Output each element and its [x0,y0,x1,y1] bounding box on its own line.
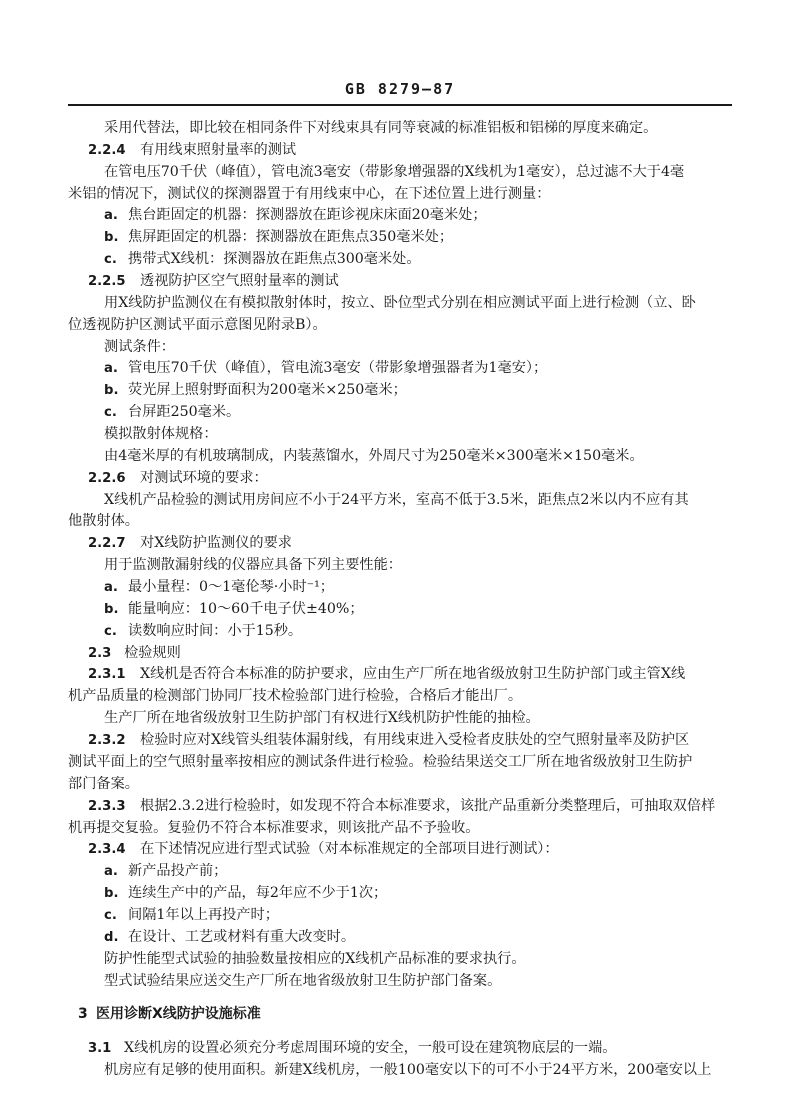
line-text: 部门备案。 [68,775,139,792]
line-text: 管电压70千伏（峰值），管电流3毫安（带影象增强器者为1毫安）； [128,360,548,377]
text-line [0,664,800,686]
clause-number: 2.2.7 [88,536,126,552]
list-label: c. [104,907,117,923]
text-line [0,118,800,140]
line-text: 对测试环境的要求： [140,469,268,486]
list-label: a. [104,361,118,377]
line-text: 生产厂所在地省级放射卫生防护部门有权进行X线机防护性能的抽检。 [104,710,540,727]
text-line [0,818,800,840]
text-line [0,468,800,490]
text-line [0,490,800,512]
line-text: 测试条件： [104,338,175,355]
text-line [0,249,800,271]
standard-code-header: GB 8279—87 [344,80,456,98]
text-line [0,271,800,293]
line-text: 对X线防护监测仪的要求 [140,535,292,552]
header-rule [68,104,732,106]
clause-number: 2.3.1 [88,667,126,683]
line-text: 焦屏距固定的机器：探测器放在距焦点350毫米处； [128,229,454,246]
line-text: 焦台距固定的机器：探测器放在距诊视床床面20毫米处； [128,207,487,224]
line-text: 用于监测散漏射线的仪器应具备下列主要性能： [104,557,402,574]
list-label: c. [104,405,117,421]
text-line [0,446,800,468]
line-text: 防护性能型式试验的抽验数量按相应的X线机产品标准的要求执行。 [104,950,526,967]
list-label: c. [104,623,117,639]
text-line [0,730,800,752]
line-text: 测试平面上的空气照射量率按相应的测试条件进行检验。检验结果送交工厂所在地省级放射卫生防护 [68,753,693,770]
line-text: 荧光屏上照射野面积为200毫米×250毫米； [128,382,407,399]
clause-number: 3.1 [88,1041,112,1057]
line-text: X线机产品检验的测试用房间应不小于24平方米，室高不低于3.5米，距焦点2米以内不应有其 [104,491,689,508]
line-text: 最小量程：0～1毫伦琴·小时⁻¹； [128,579,334,596]
line-text: 读数响应时间：小于15秒。 [128,622,303,639]
line-text: 位透视防护区测试平面示意图见附录B）。 [68,316,327,333]
text-line [0,949,800,971]
text-line [0,380,800,402]
line-text: 根据2.3.2进行检验时，如发现不符合本标准要求，该批产品重新分类整理后，可抽取双倍样 [140,797,716,814]
text-line [0,577,800,599]
clause-number: 2.3 [88,645,112,661]
list-label: b. [104,886,119,902]
line-text: 间隔1年以上再投产时； [128,906,279,923]
text-line [0,424,800,446]
line-text: 型式试验结果应送交生产厂所在地省级放射卫生防护部门备案。 [104,972,502,989]
list-label: b. [104,383,119,399]
line-text: 采用代替法，即比较在相同条件下对线束具有同等衰减的标准铝板和铝梯的厚度来确定。 [104,120,658,136]
text-line [0,621,800,643]
text-line [0,293,800,315]
text-line [0,927,800,949]
clause-number: 2.2.4 [88,142,126,158]
text-line [0,402,800,424]
text-line [0,905,800,927]
line-text: 用X线防护监测仪在有模拟散射体时，按立、卧位型式分别在相应测试平面上进行检测（立、卧 [104,294,696,311]
list-label: b. [104,230,119,246]
text-line [0,796,800,818]
line-text: 携带式X线机：探测器放在距焦点300毫米处。 [128,251,421,268]
text-line [0,337,800,359]
text-line [0,861,800,883]
clause-number: 2.3.3 [88,798,126,814]
line-text: 检验规则 [124,644,181,661]
text-line [0,184,800,206]
list-label: c. [104,252,117,268]
line-text: X线机房的设置必须充分考虑周围环境的安全，一般可设在建筑物底层的一端。 [124,1040,617,1057]
text-line [0,227,800,249]
line-text: 由4毫米厚的有机玻璃制成，内装蒸馏水，外周尺寸为250毫米×300毫米×150毫米。 [104,447,644,464]
text-line [0,315,800,337]
text-line [0,708,800,730]
line-text: 有用线束照射量率的测试 [140,141,297,158]
list-label: b. [104,601,119,617]
text-line [0,774,800,796]
line-text: 能量响应：10～60千电子伏±40%； [128,600,364,617]
text-line [0,1004,800,1026]
line-text: X线机是否符合本标准的防护要求，应由生产厂所在地省级放射卫生防护部门或主管X线 [140,666,686,683]
text-line [0,1060,800,1082]
clause-number: 2.2.5 [88,274,126,290]
list-label: a. [104,580,118,596]
spacer [0,992,800,1004]
clause-number: 2.2.6 [88,470,126,486]
line-text: 透视防护区空气照射量率的测试 [140,273,339,290]
text-line [0,883,800,905]
line-text: 机再提交复验。复验仍不符合本标准要求，则该批产品不予验收。 [68,819,480,836]
list-label: d. [104,929,119,945]
line-text: 新产品投产前； [128,863,228,880]
line-text: 在设计、工艺或材料有重大改变时。 [128,928,356,945]
line-text: 模拟散射体规格： [104,426,218,443]
text-line [0,358,800,380]
line-text: 台屏距250毫米。 [128,404,241,421]
section-title: 医用诊断X线防护设施标准 [96,1006,261,1023]
text-line [0,1038,800,1060]
text-line [0,971,800,993]
line-text: 检验时应对X线管头组装体漏射线，有用线束进入受检者皮肤处的空气照射量率及防护区 [140,732,690,749]
line-text: 连续生产中的产品，每2年应不少于1次； [128,885,388,902]
clause-number: 2.3.2 [88,733,126,749]
list-label: a. [104,864,118,880]
line-text: 米铝的情况下，测试仪的探测器置于有用线束中心，在下述位置上进行测量： [68,185,551,202]
line-text: 在管电压70千伏（峰值），管电流3毫安（带影象增强器的X线机为1毫安），总过滤不大于4毫 [104,163,685,180]
section-number: 3 [78,1006,88,1023]
line-text: 他散射体。 [68,513,139,530]
line-text: 机房应有足够的使用面积。新建X线机房，一般100毫安以下的可不小于24平方米，200毫安以上 [104,1062,712,1079]
text-line [0,599,800,621]
line-text: 机产品质量的检测部门协同厂技术检验部门进行检验，合格后才能出厂。 [68,688,523,705]
text-line [0,162,800,184]
text-line [0,140,800,162]
document-body [0,118,800,1082]
text-line [0,511,800,533]
text-line [0,752,800,774]
text-line [0,643,800,665]
text-line [0,686,800,708]
text-line [0,839,800,861]
line-text: 在下述情况应进行型式试验（对本标准规定的全部项目进行测试）： [140,841,559,858]
text-line [0,555,800,577]
clause-number: 2.3.4 [88,842,126,858]
text-line [0,205,800,227]
spacer [0,1026,800,1038]
text-line [0,533,800,555]
list-label: a. [104,208,118,224]
